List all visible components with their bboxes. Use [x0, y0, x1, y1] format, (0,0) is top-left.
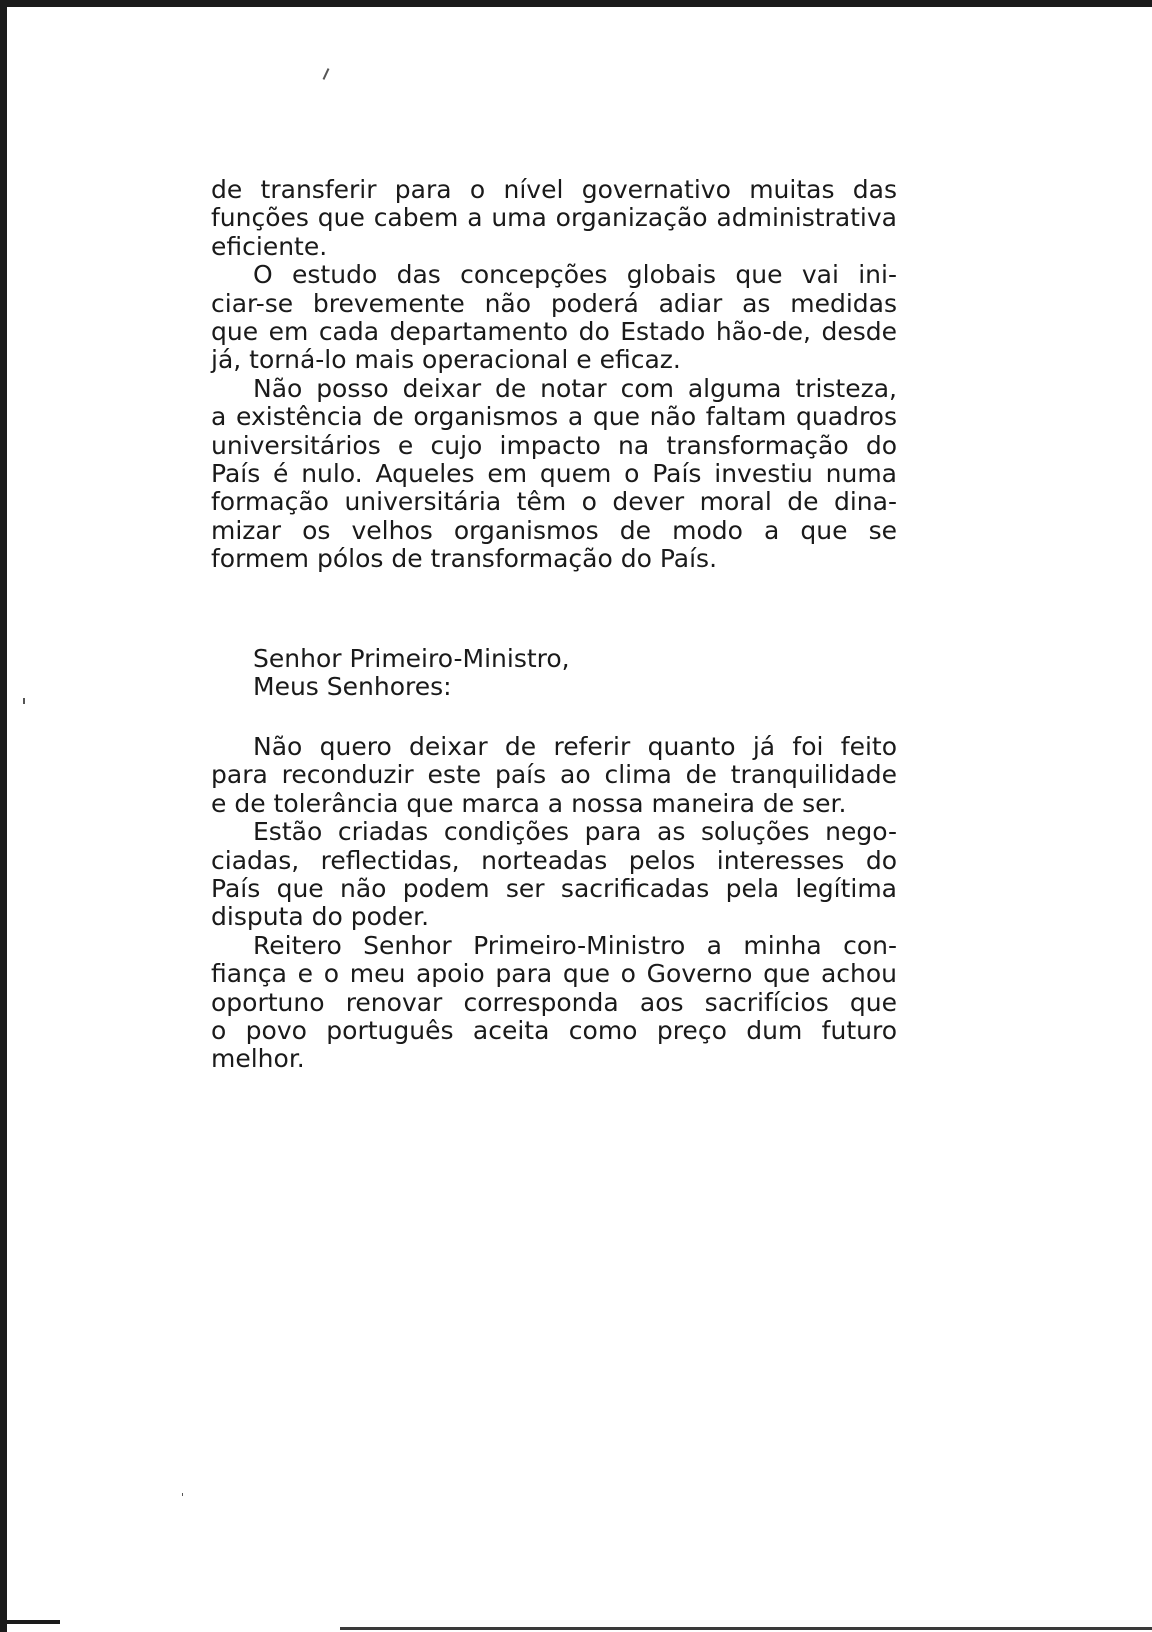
scan-edge-bottom-left	[0, 1620, 60, 1624]
text-line: melhor.	[211, 1044, 305, 1074]
scan-speck	[323, 68, 330, 80]
text-line: disputa do poder.	[211, 902, 430, 932]
scan-speck	[23, 698, 25, 704]
paragraph-5	[211, 818, 897, 932]
paragraph-2	[211, 261, 897, 375]
text-line: eficiente.	[211, 231, 328, 261]
text-line: formação universitária têm o dever moral de dina-	[211, 487, 897, 517]
paragraph-1	[211, 176, 897, 261]
salutation	[211, 645, 897, 702]
text-line: e de tolerância que marca a nossa maneira de ser.	[211, 788, 847, 818]
section-2	[211, 733, 897, 1074]
text-line: Estão criadas condições para as soluções nego-	[253, 817, 897, 847]
text-line: mizar os velhos organismos de modo a que se	[211, 515, 897, 545]
text-line: de transferir para o nível governativo muitas das	[211, 175, 897, 204]
text-line: ciadas, reflectidas, norteadas pelos interesses do	[211, 845, 897, 875]
text-line: Não posso deixar de notar com alguma tristeza,	[253, 373, 897, 403]
text-line: fiança e o meu apoio para que o Governo que achou	[211, 959, 897, 989]
text-line: Não quero deixar de referir quanto já foi feito	[253, 732, 897, 761]
scan-edge-left	[0, 0, 7, 1632]
scan-speck	[182, 1493, 183, 1496]
salutation-line: Senhor Primeiro-Ministro,	[253, 644, 570, 673]
paragraph-3	[211, 375, 897, 574]
scan-edge-bottom-right	[340, 1627, 1152, 1630]
text-line: já, torná-lo mais operacional e eficaz.	[211, 345, 681, 375]
text-line: Reitero Senhor Primeiro-Ministro a minha con-	[253, 930, 897, 960]
text-line: funções que cabem a uma organização administrativa	[211, 203, 897, 233]
text-line: oportuno renovar corresponda aos sacrifícios que	[211, 987, 897, 1017]
text-line: País que não podem ser sacrificadas pela legítima	[211, 873, 897, 903]
paragraph-4	[211, 733, 897, 818]
text-line: formem pólos de transformação do País.	[211, 544, 718, 574]
salutation-line: Meus Senhores:	[253, 672, 452, 702]
scan-edge-top	[0, 0, 1152, 7]
paragraph-6	[211, 932, 897, 1074]
text-line: o povo português aceita como preço dum futuro	[211, 1015, 897, 1045]
text-line: País é nulo. Aqueles em quem o País investiu numa	[211, 458, 897, 488]
text-line: a existência de organismos a que não faltam quadros	[211, 402, 897, 432]
text-line: para reconduzir este país ao clima de tranquilidade	[211, 760, 897, 790]
text-line: O estudo das concepções globais que vai ini-	[253, 260, 897, 290]
text-line: universitários e cujo impacto na transformação do	[211, 430, 897, 460]
text-line: que em cada departamento do Estado hão-de, desde	[211, 316, 897, 346]
section-1	[211, 176, 897, 573]
text-line: ciar-se brevemente não poderá adiar as medidas	[211, 288, 897, 318]
